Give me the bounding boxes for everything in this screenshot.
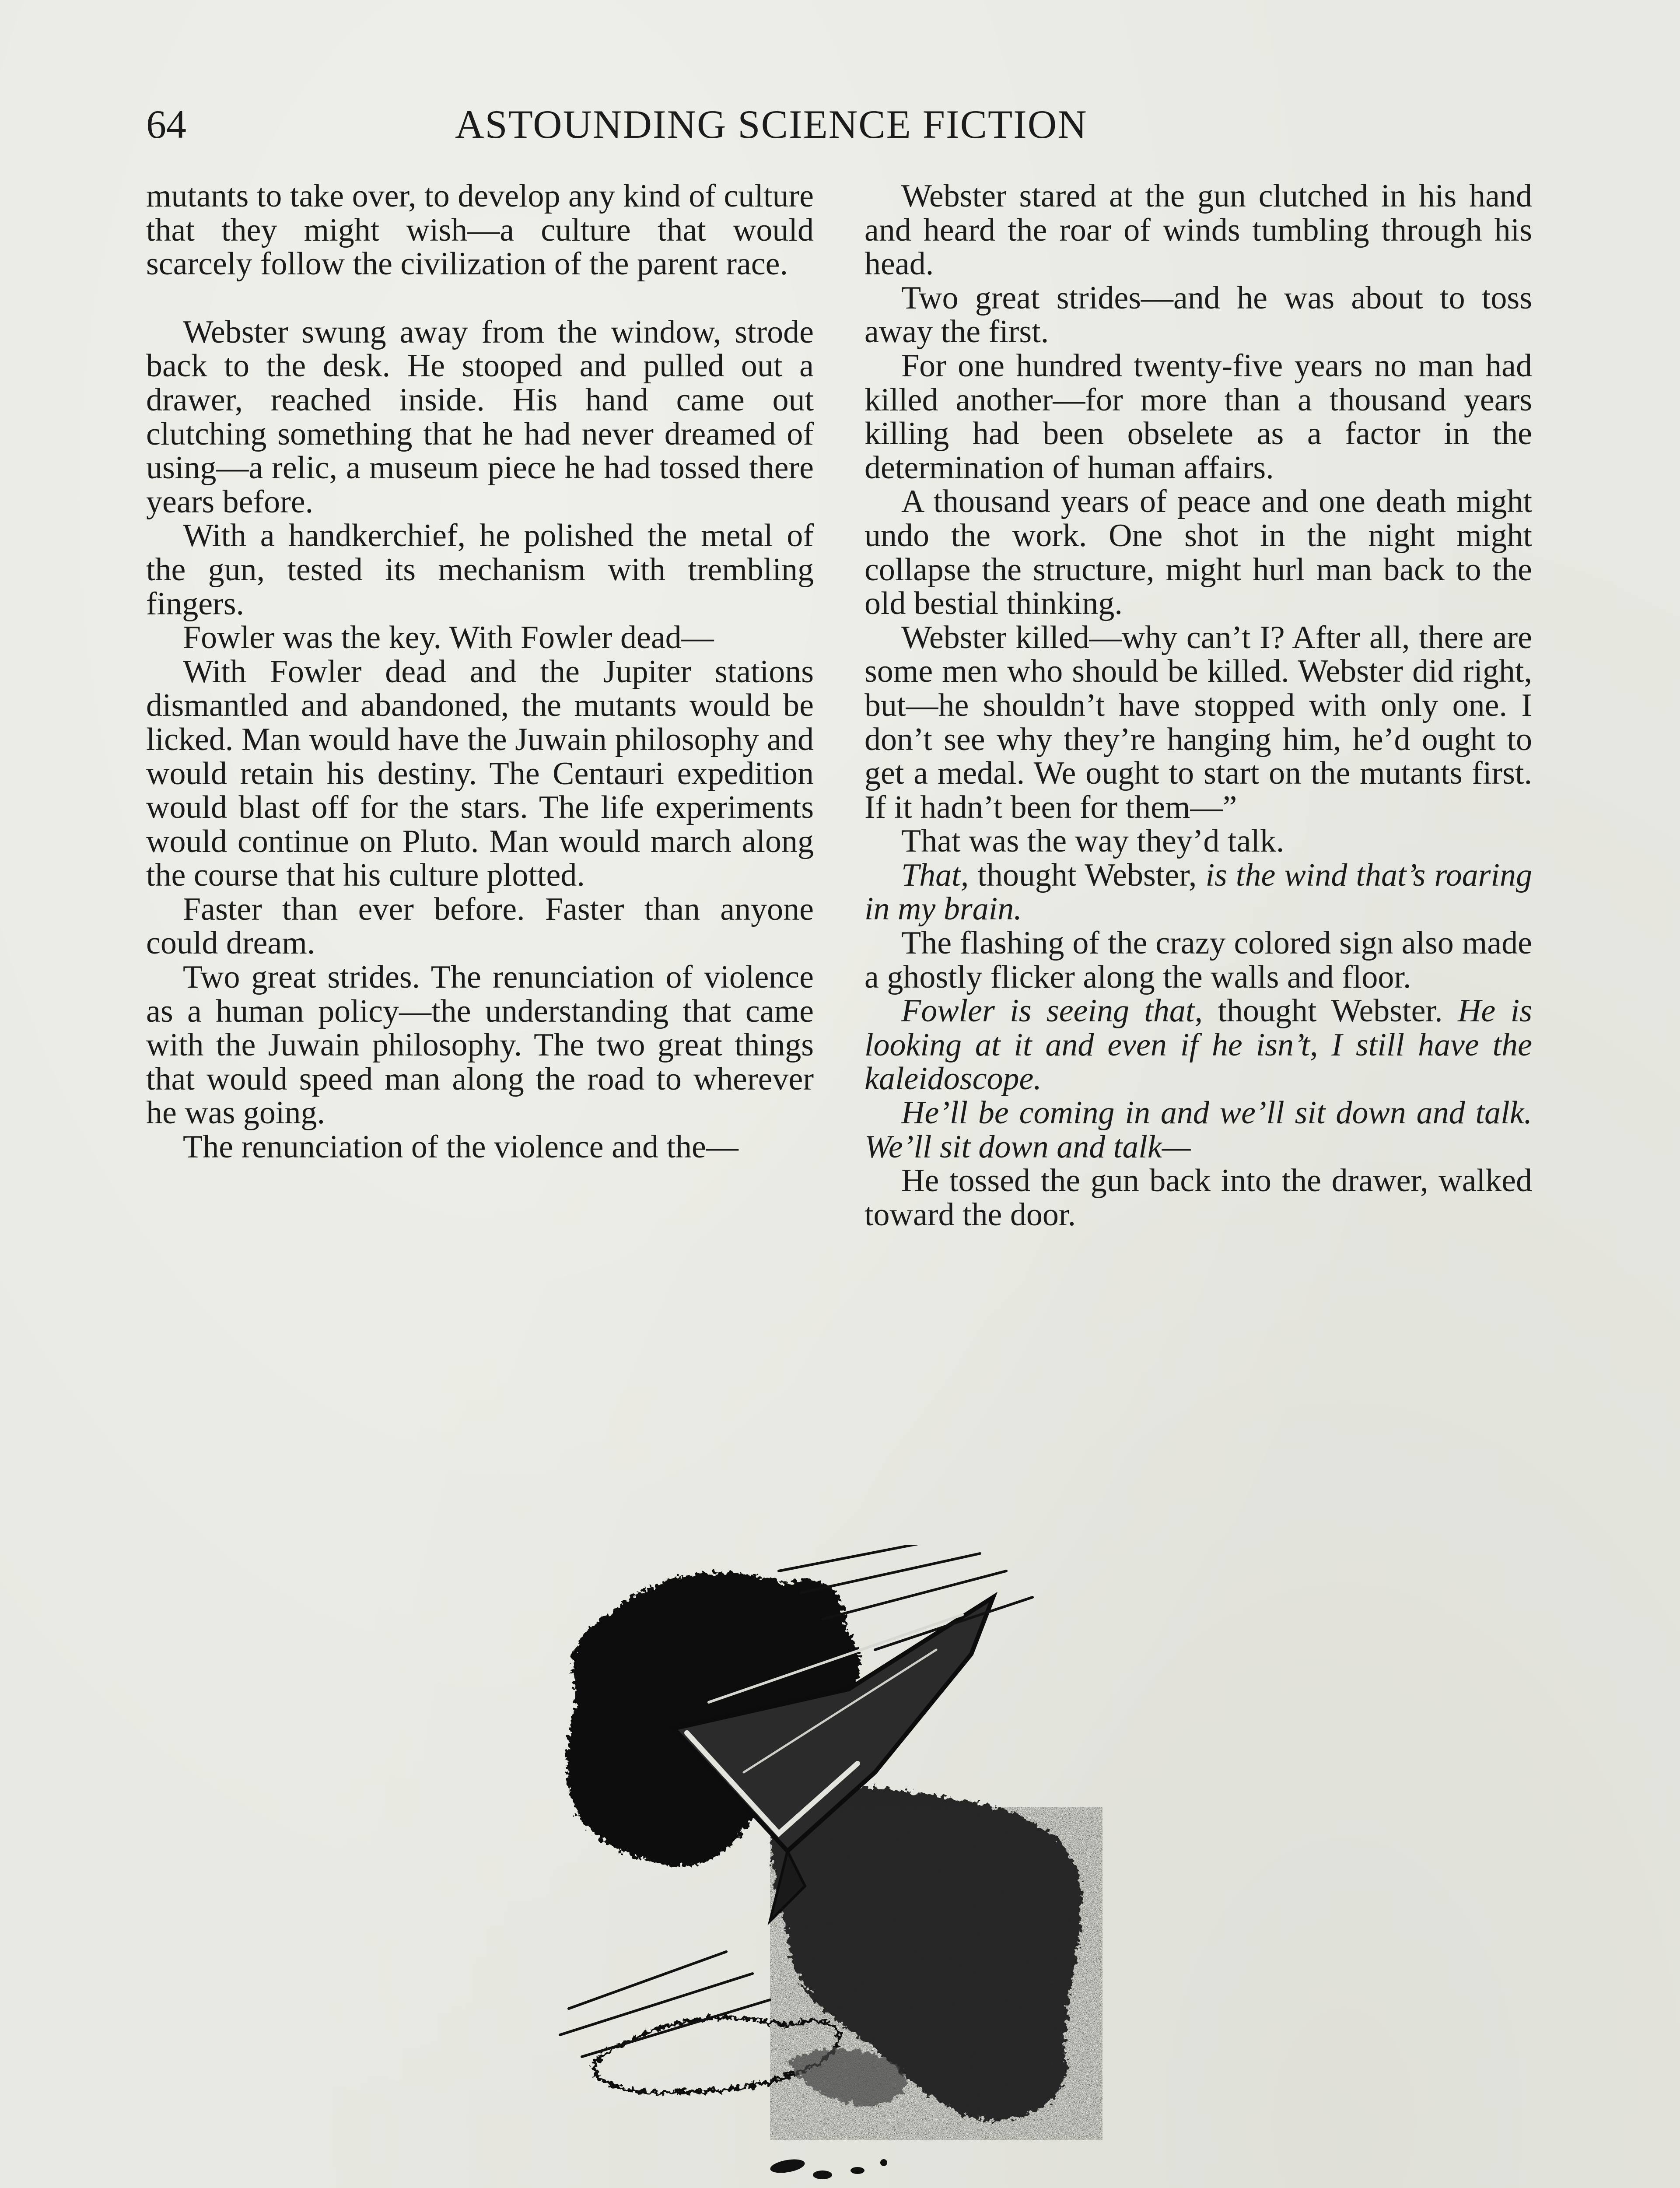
paragraph bbox=[864, 1096, 1532, 1164]
running-head: ASTOUNDING SCIENCE FICTION bbox=[455, 102, 1088, 147]
paragraph: Webster swung away from the window, strode back to the desk. He stooped and pulled out a drawer, reached inside. His hand came out clutching something that he had never dreamed of using—a relic, a museum piece he had tossed there years before. bbox=[146, 314, 814, 520]
italic-thought: He is looking at it and even if he isn’t, I still have the kaleidoscope. bbox=[864, 993, 1532, 1097]
paragraph: He tossed the gun back into the drawer, walked toward the door. bbox=[864, 1163, 1532, 1233]
paragraph: The renunciation of the violence and the— bbox=[183, 1129, 738, 1165]
italic-thought: He’ll be coming in and we’ll sit down and talk. We’ll sit down and talk— bbox=[864, 1095, 1532, 1165]
paragraph bbox=[864, 994, 1532, 1096]
paragraph: Webster killed—why can’t I? After all, there are some men who should be killed. Webster did right, but—he shouldn’t have stopped with only one. I don’t see why they’re hanging him, he’d ought to get a medal. We ought to start on the mutants first. If it hadn’t been for them—” bbox=[864, 619, 1532, 825]
left-column bbox=[146, 179, 814, 1164]
italic-thought: That, bbox=[901, 857, 969, 893]
paragraph bbox=[864, 859, 1532, 926]
italic-thought: Fowler is seeing that, bbox=[901, 993, 1203, 1029]
narration-text: thought Webster. bbox=[1202, 993, 1458, 1029]
paragraph: Faster than ever before. Faster than anyone could dream. bbox=[146, 891, 814, 961]
paragraph: A thousand years of peace and one death might undo the work. One shot in the night might collapse the structure, might hurl man back to the old bestial thinking. bbox=[864, 484, 1532, 622]
spaceship-illustration bbox=[542, 1545, 1190, 2188]
paragraph: Two great strides—and he was about to toss away the first. bbox=[864, 280, 1532, 350]
paragraph: Webster stared at the gun clutched in his hand and heard the roar of winds tumbling through his head. bbox=[864, 178, 1532, 282]
paragraph: Two great strides. The renunciation of violence as a human policy—the understanding that came with the Juwain philosophy. The two great things that would speed man along the road to wherever he was going. bbox=[146, 959, 814, 1131]
page-number: 64 bbox=[146, 102, 186, 147]
debris bbox=[769, 2157, 887, 2179]
paragraph: For one hundred twenty-five years no man had killed another—for more than a thousand years killing had been obselete as a factor in the determination of human affairs. bbox=[864, 347, 1532, 486]
paragraph: With a handkerchief, he polished the metal of the gun, tested its mechanism with trembling fingers. bbox=[146, 518, 814, 622]
italic-thought: is the wind that’s roaring in my brain. bbox=[864, 857, 1532, 927]
right-column bbox=[864, 179, 1532, 1232]
paragraph: The flashing of the crazy colored sign also made a ghostly flicker along the walls and floor. bbox=[864, 925, 1532, 995]
paragraph: That was the way they’d talk. bbox=[901, 823, 1284, 859]
paragraph: With Fowler dead and the Jupiter stations dismantled and abandoned, the mutants would be licked. Man would have the Juwain philosophy and would retain his destiny. The Centauri expedition would blast off for the stars. The life experiments would continue on Pluto. Man would march along the course that his culture plotted. bbox=[146, 653, 814, 894]
narration-text: thought Webster, bbox=[969, 857, 1206, 893]
paragraph: mutants to take over, to develop any kind of culture that they might wish—a culture that would scarcely follow the civilization of the parent race. bbox=[146, 178, 814, 282]
paragraph: Fowler was the key. With Fowler dead— bbox=[183, 620, 714, 656]
